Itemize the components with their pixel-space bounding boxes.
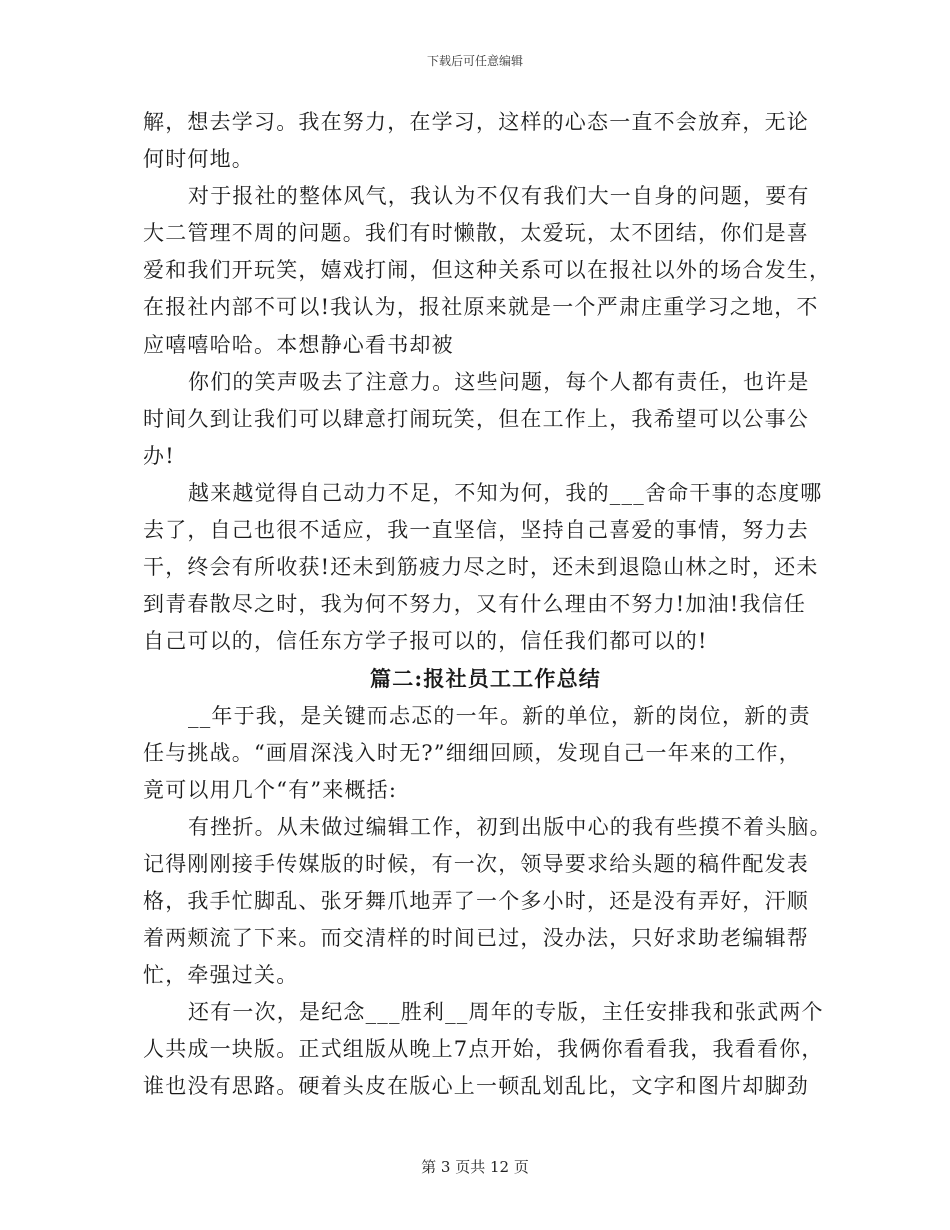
text-line: 解，想去学习。我在努力，在学习，这样的心态一直不会放弃，无论 [143,110,809,134]
text-line: 在报社内部不可以!我认为，报社原来就是一个严肃庄重学习之地，不 [143,295,819,320]
text-line: 干，终会有所收获!还未到筋疲力尽之时，还未到退隐山林之时，还未 [143,555,819,580]
section-heading [143,660,808,697]
page-footer: 第 3 页共 12 页 [421,1158,529,1176]
text-line: 时间久到让我们可以肆意打闹玩笑，但在工作上，我希望可以公事公 [143,406,809,431]
text-line: 去了，自己也很不适应，我一直坚信，坚持自己喜爱的事情，努力去 [143,518,809,543]
text-line: 大二管理不周的问题。我们有时懒散，太爱玩，太不团结，你们是喜 [143,221,809,246]
paragraph [143,104,808,178]
paragraph [143,475,823,660]
text-line: 有挫折。从未做过编辑工作，初到出版中心的我有些摸不着头脑。 [188,814,832,839]
text-line: 越来越觉得自己动力不足，不知为何，我的___舍命干事的态度哪 [188,480,823,505]
page-header: 下载后可任意编辑 [426,54,523,68]
text-line: 何时何地。 [143,147,254,172]
paragraph [143,809,832,994]
text-line: 着两颊流了下来。而交清样的时间已过，没办法，只好求助老编辑帮 [143,926,809,951]
text-line: __年于我，是关键而忐忑的一年。新的单位，新的岗位，新的责 [188,703,811,728]
text-line: 格，我手忙脚乱、张牙舞爪地弄了一个多小时，还是没有弄好，汗顺 [143,888,809,913]
document-body [143,104,832,1106]
paragraph [143,364,808,475]
text-line: 爱和我们开玩笑，嬉戏打闹，但这种关系可以在报社以外的场合发生， [143,258,832,283]
text-line: 记得刚刚接手传媒版的时候，有一次，领导要求给头题的稿件配发表 [143,851,809,876]
text-line: 你们的笑声吸去了注意力。这些问题，每个人都有责任，也许是 [188,369,810,394]
text-line: 还有一次，是纪念___胜利__周年的专版，主任安排我和张武两个 [188,1000,824,1025]
text-line: 办! [143,443,175,468]
text-line: 到青春散尽之时，我为何不努力，又有什么理由不努力!加油!我信任 [143,592,807,617]
paragraph [143,178,832,363]
text-line: 自己可以的，信任东方学子报可以的，信任我们都可以的! [143,629,708,654]
text-line: 任与挑战。“画眉深浅入时无?”细细回顾，发现自己一年来的工作， [143,740,801,765]
paragraph [143,994,824,1105]
heading-text: 篇二:报社员工工作总结 [370,666,601,692]
paragraph [143,698,811,809]
text-line: 应嘻嘻哈哈。本想静心看书却被 [143,332,454,357]
text-line: 谁也没有思路。硬着头皮在版心上一顿乱划乱比，文字和图片却脚劲 [143,1074,809,1099]
text-line: 竟可以用几个“有”来概括: [143,777,398,802]
text-line: 对于报社的整体风气，我认为不仅有我们大一自身的问题，要有 [188,184,810,209]
text-line: 忙，牵强过关。 [143,963,299,988]
text-line: 人共成一块版。正式组版从晚上7点开始，我俩你看看我，我看看你， [143,1037,824,1062]
